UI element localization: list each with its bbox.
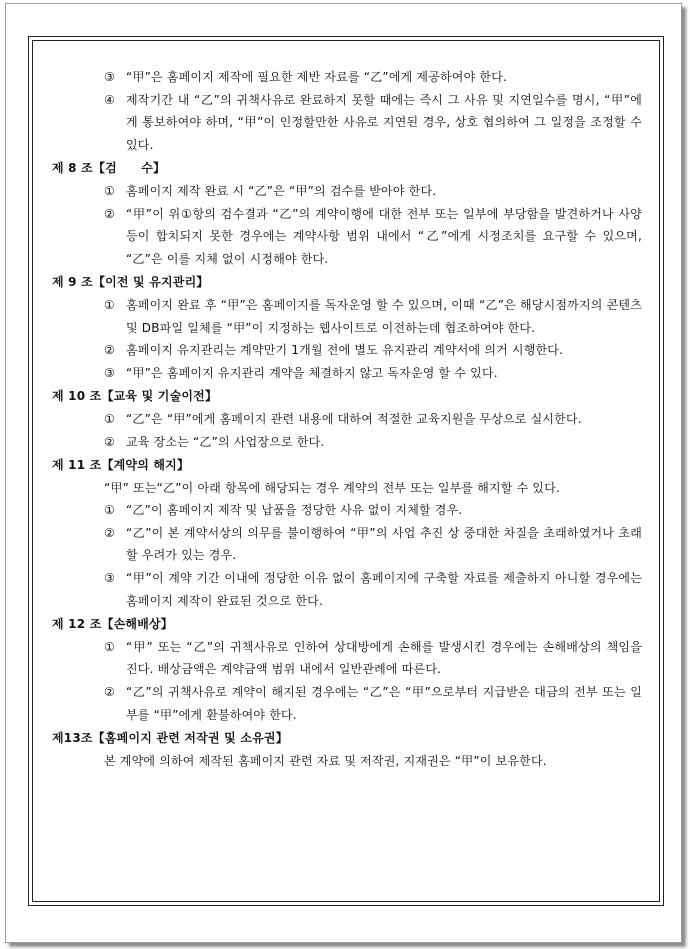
clause-item — [52, 339, 642, 362]
clause-item — [52, 89, 642, 157]
clause-number: ① — [104, 297, 115, 312]
clause-item — [52, 681, 642, 726]
clause-number: ① — [104, 411, 115, 426]
contract-body — [52, 66, 642, 772]
clause-item — [52, 636, 642, 681]
clause-item — [52, 203, 642, 271]
clause-text: “甲”은 홈페이지 제작에 필요한 제반 자료를 “乙”에게 제공하여야 한다. — [126, 70, 507, 84]
clause-number: ③ — [104, 571, 115, 586]
clause-item — [52, 522, 642, 567]
clause-text: “甲”이 계약 기간 이내에 정당한 이유 없이 홈페이지에 구축할 자료를 제출하지 아니할 경우에는 홈페이지 제작이 완료된 것으로 한다. — [126, 571, 642, 608]
clause-text: 홈페이지 완료 후 “甲”은 홈페이지를 독자운영 할 수 있으며, 이때 “乙”은 해당시점까지의 콘텐츠 및 DB파일 일체를 “甲”이 지정하는 웹사이트로 이전하는데 협조하여야 한다. — [126, 297, 642, 335]
clause-item — [52, 362, 642, 385]
article-heading: 제 12 조【손해배상】 — [52, 617, 174, 632]
clause-text: “乙”의 귀책사유로 계약이 해지된 경우에는 “乙”은 “甲”으로부터 지급받은 대금의 전부 또는 일부를 “甲”에게 환불하여야 한다. — [126, 685, 642, 722]
article-heading: 제13조【홈페이지 관련 저작권 및 소유권】 — [52, 731, 288, 746]
clause-number: ① — [104, 183, 115, 198]
clause-item — [52, 567, 642, 612]
clause-item — [52, 294, 642, 339]
clause-number: ① — [104, 639, 115, 654]
clause-number: ② — [104, 206, 115, 221]
clause-item — [52, 499, 642, 522]
clause-number: ② — [104, 525, 115, 540]
article-heading: 제 8 조【검 수】 — [52, 161, 166, 176]
clause-text: “乙”은 “甲”에게 홈페이지 관련 내용에 대하여 적절한 교육지원을 무상으로 실시한다. — [126, 411, 582, 426]
clause-item — [52, 431, 642, 454]
paragraph: 본 계약에 의하여 제작된 홈페이지 관련 자료 및 저작권, 지재권은 “甲”이 보유한다. — [104, 753, 547, 768]
clause-text: 홈페이지 제작 완료 시 “乙”은 “甲”의 검수를 받아야 한다. — [126, 183, 437, 198]
clause-item — [52, 180, 642, 203]
clause-text: “乙”이 홈페이지 제작 및 납품을 정당한 사유 없이 지체할 경우. — [126, 503, 463, 518]
paragraph: “甲” 또는“乙”이 아래 항목에 해당되는 경우 계약의 전부 또는 일부를 해지할 수 있다. — [104, 480, 561, 495]
article-heading: 제 11 조【계약의 해지】 — [52, 458, 190, 473]
clause-text: “甲”은 홈페이지 유지관리 계약을 체결하지 않고 독자운영 할 수 있다. — [126, 365, 498, 380]
clause-item — [52, 66, 642, 89]
clause-item — [52, 408, 642, 431]
clause-number: ③ — [104, 365, 115, 380]
clause-number: ① — [104, 503, 115, 518]
clause-number: ④ — [104, 92, 115, 107]
clause-text: “甲”이 위①항의 검수결과 “乙”의 계약이행에 대한 전부 또는 일부에 부당함을 발견하거나 사양 등이 합치되지 못한 경우에는 계약사항 범위 내에서 “乙”에게 시정조치를 요구할 수 있으며, “乙”은 이를 지체 없이 시정해야 한다. — [126, 206, 642, 266]
clause-number: ② — [104, 343, 115, 358]
clause-text: 교육 장소는 “乙”의 사업장으로 한다. — [126, 434, 325, 449]
clause-text: 홈페이지 유지관리는 계약만기 1개월 전에 별도 유지관리 계약서에 의거 시행한다. — [126, 343, 564, 358]
clause-number: ③ — [104, 70, 115, 84]
clause-number: ② — [104, 434, 115, 449]
article-heading: 제 9 조【이전 및 유지관리】 — [52, 275, 209, 290]
clause-number: ② — [104, 685, 115, 700]
clause-text: “乙”이 본 계약서상의 의무를 불이행하여 “甲”의 사업 추진 상 중대한 차질을 초래하였거나 초래할 우려가 있는 경우. — [126, 525, 642, 563]
clause-text: “甲” 또는 “乙”의 귀책사유로 인하여 상대방에게 손해를 발생시킨 경우에는 손해배상의 책임을 진다. 배상금액은 계약금액 범위 내에서 일반관례에 따른다. — [126, 639, 642, 677]
clause-text: 제작기간 내 “乙”의 귀책사유로 완료하지 못할 때에는 즉시 그 사유 및 지연일수를 명시, “甲”에게 통보하여야 하며, “甲”이 인정할만한 사유로 지연된 경우, 상호 협의하여 그 일정을 조정할 수 있다. — [126, 92, 642, 152]
article-heading: 제 10 조【교육 및 기술이전】 — [52, 389, 218, 404]
